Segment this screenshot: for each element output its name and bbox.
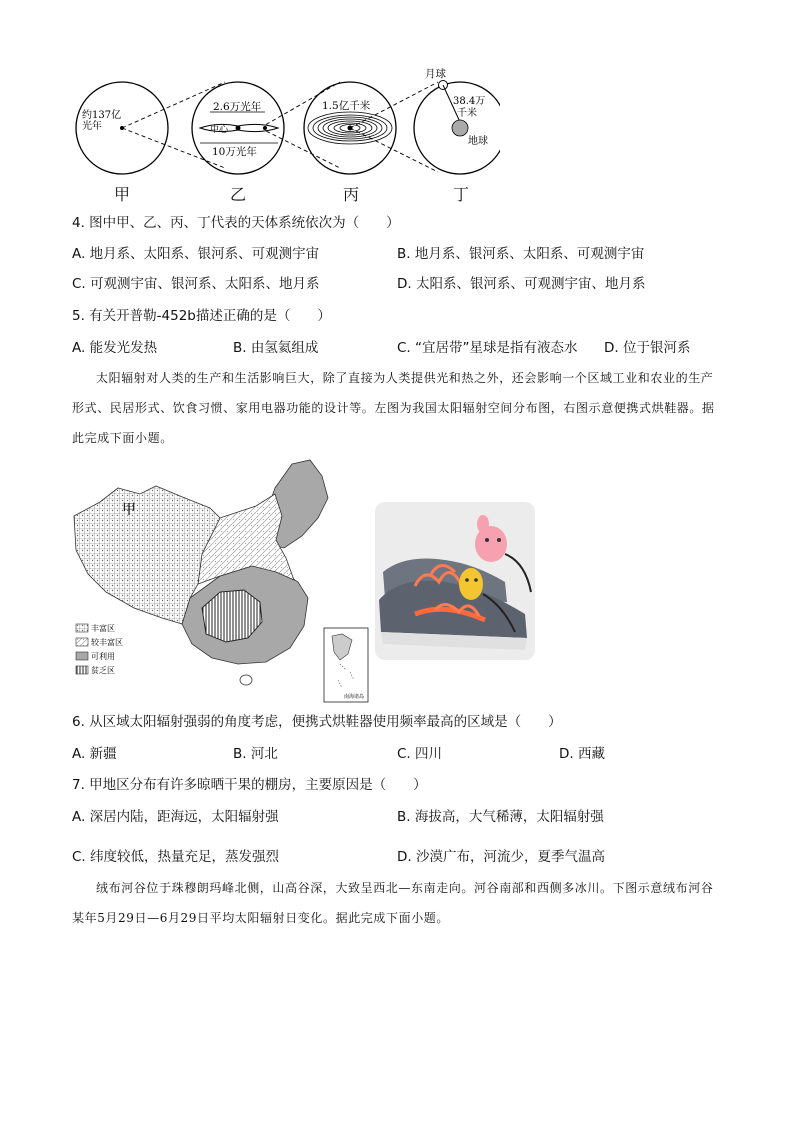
yi-center-label: 中心 xyxy=(210,125,229,135)
q5-option-d[interactable]: D. 位于银河系 xyxy=(604,340,691,356)
legend-poor: 贫乏区 xyxy=(91,666,115,675)
bing-label: 1.5亿千米 xyxy=(322,100,371,112)
q4-option-d[interactable]: D. 太阳系、银河系、可观测宇宙、地月系 xyxy=(397,276,646,292)
q5-option-b[interactable]: B. 由氢氦组成 xyxy=(233,340,319,356)
moon-label: 月球 xyxy=(425,68,446,80)
ding-dist-1: 38.4万 xyxy=(453,96,486,107)
q6-option-c[interactable]: C. 四川 xyxy=(397,746,443,762)
q5-option-c[interactable]: C. “宜居带”星球是指有液态水 xyxy=(397,340,578,356)
inset-label: 南海诸岛 xyxy=(344,694,365,700)
caption-bing: 丙 xyxy=(343,185,360,204)
map-region-label-jia: 甲 xyxy=(122,502,136,518)
caption-yi: 乙 xyxy=(230,185,247,204)
ding-dist-2: 千米 xyxy=(457,108,477,119)
q7-option-d[interactable]: D. 沙漠广布，河流少，夏季气温高 xyxy=(397,849,605,865)
caption-ding: 丁 xyxy=(453,185,470,204)
q6-stem: 6. 从区域太阳辐射强弱的角度考虑，便携式烘鞋器使用频率最高的区域是（ ） xyxy=(72,714,562,730)
passage-solar-radiation: 太阳辐射对人类的生产和生活影响巨大，除了直接为人类提供光和热之外，还会影响一个区域工业和农业的生产形式、民居形式、饮食习惯、家用电器功能的设计等。左图为我国太阳辐射空间分布图，右图示意便携式烘鞋器。据此完成下面小题。 xyxy=(72,371,715,445)
q4-option-b[interactable]: B. 地月系、银河系、太阳系、可观测宇宙 xyxy=(397,246,645,262)
earth-label: 地球 xyxy=(468,136,488,147)
caption-jia: 甲 xyxy=(114,185,131,204)
jia-label-1: 约137亿 xyxy=(82,110,122,121)
q6-option-d[interactable]: D. 西藏 xyxy=(559,746,605,762)
yi-top-label: 2.6万光年 xyxy=(213,101,262,113)
legend-rich: 丰富区 xyxy=(91,624,115,633)
q4-stem: 4. 图中甲、乙、丙、丁代表的天体系统依次为（ ） xyxy=(72,215,400,231)
passage-rongbu-valley: 绒布河谷位于珠穆朗玛峰北侧，山高谷深，大致呈西北—东南走向。河谷南部和西侧多冰川。下图示意绒布河谷某年5月29日—6月29日平均太阳辐射日变化。据此完成下面小题。 xyxy=(72,881,714,925)
legend-usable: 可利用 xyxy=(91,652,115,661)
jia-label-2: 光年 xyxy=(82,121,102,132)
china-solar-radiation-map xyxy=(70,458,370,706)
q7-stem: 7. 甲地区分布有许多晾晒干果的棚房，主要原因是（ ） xyxy=(72,777,427,793)
yi-bottom-label: 10万光年 xyxy=(212,146,257,158)
q5-stem: 5. 有关开普勒-452b描述正确的是（ ） xyxy=(72,308,331,324)
q6-option-b[interactable]: B. 河北 xyxy=(233,746,278,762)
q7-option-b[interactable]: B. 海拔高，大气稀薄，太阳辐射强 xyxy=(397,809,604,825)
q5-option-a[interactable]: A. 能发光发热 xyxy=(72,340,158,356)
q7-option-a[interactable]: A. 深居内陆，距海远，太阳辐射强 xyxy=(72,809,279,825)
q4-option-a[interactable]: A. 地月系、太阳系、银河系、可观测宇宙 xyxy=(72,246,320,262)
earth xyxy=(452,120,468,136)
q6-option-a[interactable]: A. 新疆 xyxy=(72,746,117,762)
region-usable-northeast xyxy=(270,460,328,548)
portable-shoe-dryer-photo xyxy=(375,502,535,660)
south-china-sea-inset xyxy=(324,628,368,702)
dryer-yellow xyxy=(459,568,483,600)
q7-option-c[interactable]: C. 纬度较低，热量充足，蒸发强烈 xyxy=(72,849,280,865)
q4-option-c[interactable]: C. 可观测宇宙、银河系、太阳系、地月系 xyxy=(72,276,320,292)
legend-fairly-rich: 较丰富区 xyxy=(91,638,123,647)
map-legend xyxy=(76,623,123,675)
dashed-connectors xyxy=(122,82,438,172)
